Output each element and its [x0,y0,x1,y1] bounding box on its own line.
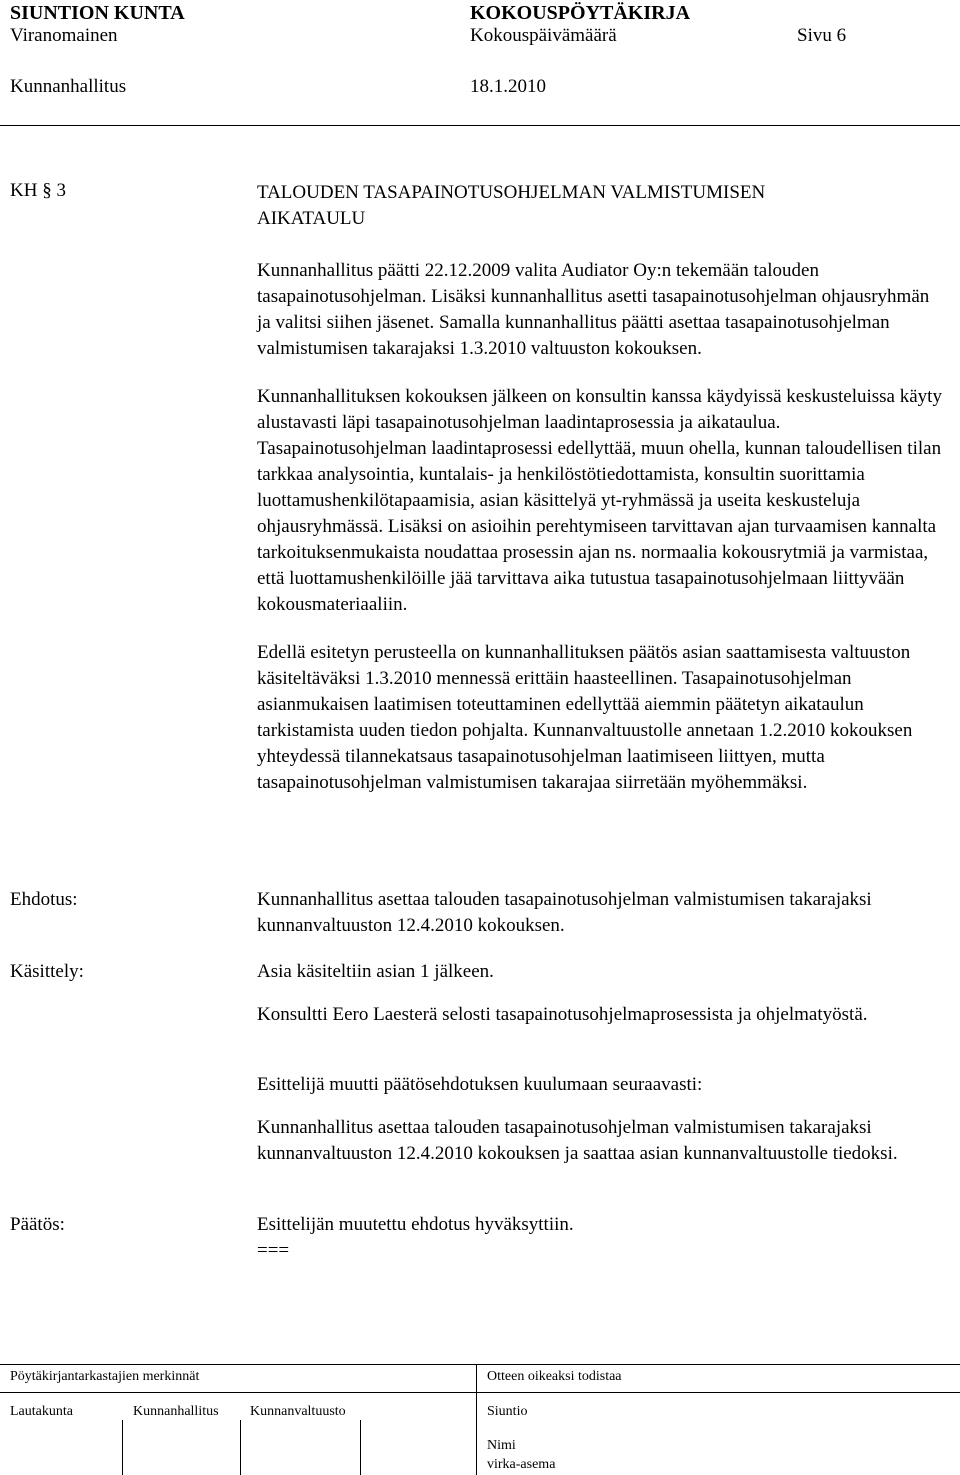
paragraph-1: Kunnanhallitus päätti 22.12.2009 valita Audiator Oy:n tekemään talouden tasapainotusohjelman. Lisäksi kunnanhallitus asetti tasapainotusohjelman ohjausryhmän ja valitsi siihen jäsenet. Samalla kunnanhallitus päätti asettaa tasapainotusohjelman valmistumisen takarajaksi 1.3.2010 valtuuston kokouksen. [257,260,930,359]
footer-col-kunnanhallitus: Kunnanhallitus [133,1404,219,1419]
footer-top-rule [0,1364,960,1365]
footer-place: Siuntio [487,1404,528,1419]
footer-col-lautakunta: Lautakunta [10,1404,73,1419]
footer-col-kunnanvaltuusto: Kunnanvaltuusto [250,1404,346,1419]
section-number: KH § 3 [10,180,66,201]
section-title-line-1: TALOUDEN TASAPAINOTUSOHJELMAN VALMISTUMISEN [257,182,766,203]
header-rule [0,125,960,126]
paragraph-3: Edellä esitetyn perusteella on kunnanhallituksen päätös asian saattamisesta valtuuston käsiteltäväksi 1.3.2010 mennessä erittäin haasteellinen. Tasapainotusohjelman asianmukaisen laatimisen toteuttaminen edellyttää aiemmin päätetyn aikataulun tarkistamista uuden tiedon pohjalta. Kunnanvaltuustolle annetaan 1.2.2010 kokouksen yhteydessä tilannekatsaus tasapainotusohjelman laatimiseen liittyen, mutta tasapainotusohjelman valmistumisen takarajaa siirretään myöhemmäksi. [257,642,913,793]
handling-line-3: Esittelijä muutti päätösehdotuksen kuulumaan seuraavasti: [257,1074,703,1095]
decision-text: Esittelijän muutettu ehdotus hyväksyttiin. [257,1214,574,1235]
date-label: Kokouspäivämäärä [470,25,617,46]
handling-line-4: Kunnanhallitus asettaa talouden tasapainotusohjelman valmistumisen takarajaksi kunnanvaltuuston 12.4.2010 kokouksen ja saattaa asian kunnanvaltuustolle tiedoksi. [257,1117,898,1164]
certified-label: Otteen oikeaksi todistaa [487,1369,622,1384]
handling-line-1: Asia käsiteltiin asian 1 jälkeen. [257,961,494,982]
decision-label: Päätös: [10,1214,65,1235]
meeting-date: 18.1.2010 [470,76,546,97]
footer-title-label: virka-asema [487,1457,556,1472]
footer-divider-2 [240,1420,241,1475]
background-text [257,258,945,796]
checkers-label: Pöytäkirjantarkastajien merkinnät [10,1369,200,1384]
proposal-label: Ehdotus: [10,889,78,910]
paragraph-2: Kunnanhallituksen kokouksen jälkeen on konsultin kanssa käydyissä keskusteluissa käyty alustavasti läpi tasapainotusohjelman laadintaprosessia ja aikataulua. Tasapainotusohjelman laadintaprosessi edellyttää, muun ohella, kunnan taloudellisen tilan tarkkaa analysointia, kuntalais- ja henkilöstötiedottamista, konsultin suorittamia luottamushenkilötapaamisia, asian käsittelyä yt-ryhmässä ja useita keskusteluja ohjausryhmässä. Lisäksi on asioihin perehtymiseen tarvittavan ajan turvaamisen kannalta tarkoituksenmukaista noudattaa prosessin ajan ns. normaalia kokousrytmiä ja varmistaa, että luottamushenkilöille jää tarvittava aika tutustua tasapainotusohjelmaan liittyvään kokousmateriaaliin. [257,386,942,615]
footer-divider-4 [476,1364,477,1475]
section-title-line-2: AIKATAULU [257,208,366,229]
section-title [257,180,765,232]
footer-divider-1 [122,1420,123,1475]
handling-line-2: Konsultti Eero Laesterä selosti tasapainotusohjelmaprosessista ja ohjelmatyöstä. [257,1004,868,1025]
handling-label: Käsittely: [10,961,84,982]
authority-name: Kunnanhallitus [10,76,127,97]
footer-divider-3 [360,1420,361,1475]
footer-mid-rule [0,1392,960,1393]
org-name: SIUNTION KUNTA [10,2,185,24]
decision-end-mark: === [257,1240,290,1261]
proposal-text: Kunnanhallitus asettaa talouden tasapainotusohjelman valmistumisen takarajaksi kunnanvaltuuston 12.4.2010 kokouksen. [257,889,872,936]
authority-label: Viranomainen [10,25,118,46]
document-type: KOKOUSPÖYTÄKIRJA [470,2,691,24]
page-number: Sivu 6 [797,25,847,46]
footer-name-label: Nimi [487,1438,516,1453]
